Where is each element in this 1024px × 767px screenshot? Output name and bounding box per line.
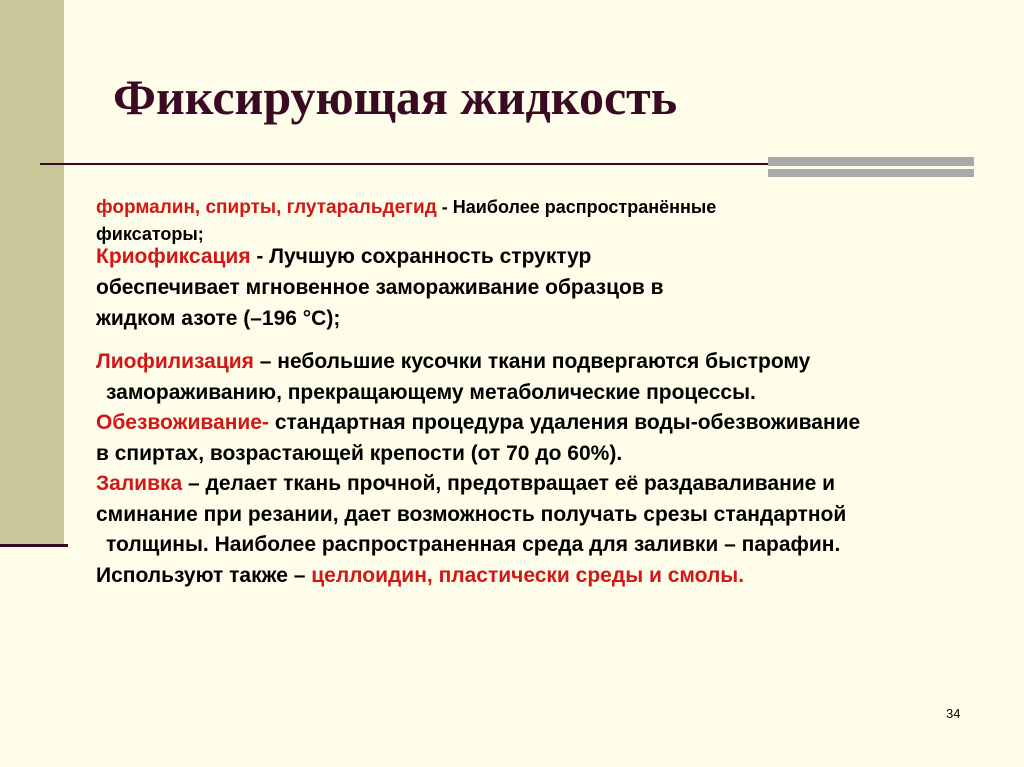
grey-decor-bar-top bbox=[768, 157, 974, 166]
term-embedding: Заливка bbox=[96, 472, 183, 495]
title-underline bbox=[40, 163, 768, 165]
grey-decor-bar-bottom bbox=[768, 169, 974, 177]
page-number: 34 bbox=[946, 706, 961, 721]
slide-title: Фиксирующая жидкость bbox=[113, 69, 678, 125]
paragraph-cryofixation: Криофиксация - Лучшую сохранность структур обеспечивает мгновенное замораживание образцов в жидком азоте (–196 °С); bbox=[96, 245, 664, 330]
paragraph-processing: Лиофилизация – небольшие кусочки ткани подвергаются быстрому замораживанию, прекращающему метаболические процессы. Обезвоживание- стандартная процедура удаления воды-обезвоживание в спиртах, возрастающей крепости (от 70 до 60%). Заливка – делает ткань прочной, предотвращает её раздаваливание и сминание при резании, дает возможность получать срезы стандартной толщины. Наиболее распространенная среда для заливки – парафин. Используют также – целлоидин, пластически среды и смолы. bbox=[96, 350, 861, 587]
term-lyophilization: Лиофилизация bbox=[96, 350, 254, 373]
paragraph-fixatives: формалин, спирты, глутаральдегид - Наиболее распространённые фиксаторы; bbox=[96, 197, 717, 244]
term-cryofixation: Криофиксация bbox=[96, 245, 251, 268]
term-dehydration: Обезвоживание- bbox=[96, 411, 269, 434]
embedding-media-list: целлоидин, пластически среды и смолы. bbox=[311, 563, 745, 587]
side-decor-line bbox=[0, 544, 68, 547]
term-fixatives: формалин, спирты, глутаральдегид bbox=[96, 197, 437, 218]
side-decor-bar bbox=[0, 0, 64, 544]
